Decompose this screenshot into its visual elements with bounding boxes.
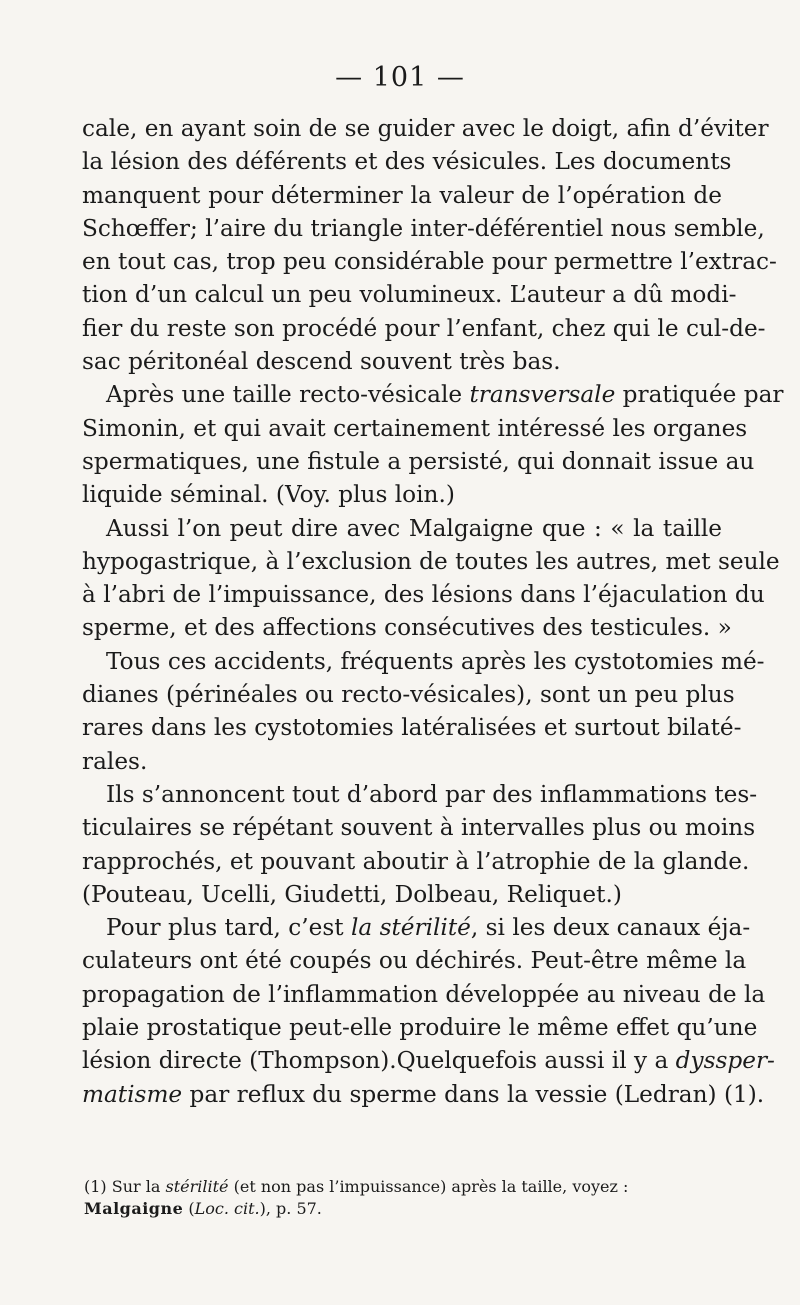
text-line: Tous ces accidents, fréquents après les cystotomies mé- — [106, 647, 765, 675]
text-line: lésion directe (Thompson).Quelquefois aussi il y a dyssper- — [82, 1047, 775, 1075]
emphasis: matisme — [82, 1080, 183, 1108]
text-line: sperme, et des affections consécutives des testicules. » — [82, 614, 732, 642]
text-line: liquide séminal. (Voy. plus loin.) — [82, 481, 455, 509]
emphasis: la stérilité — [350, 914, 471, 942]
text-line: en tout cas, trop peu considérable pour permettre l’extrac- — [82, 248, 777, 276]
text-line: Schœffer; l’aire du triangle inter-déférentiel nous semble, — [82, 214, 765, 242]
text-line: spermatiques, une fistule a persisté, qui donnait issue au — [82, 447, 755, 475]
text-line: à l’abri de l’impuissance, des lésions dans l’éjaculation du — [82, 581, 765, 609]
text-line: rales. — [82, 747, 148, 775]
text-line: propagation de l’inflammation développée au niveau de la — [82, 980, 766, 1008]
text-line: rares dans les cystotomies latéralisées et surtout bilaté- — [82, 714, 742, 742]
text-line: Aussi l’on peut dire avec Malgaigne que : « la taille — [106, 514, 722, 542]
emphasis: transversale — [469, 381, 616, 409]
text-line: Ils s’annoncent tout d’abord par des inflammations tes- — [106, 780, 758, 808]
text-line: rapprochés, et pouvant aboutir à l’atrophie de la glande. — [82, 847, 750, 875]
text-line: hypogastrique, à l’exclusion de toutes les autres, met seule — [82, 547, 780, 575]
text-line: Après une taille recto-vésicale transversale pratiquée par — [106, 381, 784, 409]
author-name: Malgaigne — [84, 1199, 184, 1218]
text-line: manquent pour déterminer la valeur de l’opération de — [82, 181, 722, 209]
text-line: culateurs ont été coupés ou déchirés. Peut-être même la — [82, 947, 747, 975]
text-line: sac péritonéal descend souvent très bas. — [82, 348, 561, 376]
footnote-line: (1) Sur la stérilité (et non pas l’impuissance) après la taille, voyez : — [84, 1177, 629, 1196]
page-number: — 101 — — [335, 62, 465, 93]
text-line: la lésion des déférents et des vésicules. Les documents — [82, 148, 732, 176]
footnote-line: Malgaigne (Loc. cit.), p. 57. — [84, 1199, 322, 1218]
text-line: matisme par reflux du sperme dans la vessie (Ledran) (1). — [82, 1080, 765, 1108]
text-line: dianes (périnéales ou recto-vésicales), sont un peu plus — [82, 681, 735, 709]
text-line: fier du reste son procédé pour l’enfant, chez qui le cul-de- — [82, 314, 766, 342]
text-line: Pour plus tard, c’est la stérilité, si les deux canaux éja- — [106, 914, 751, 942]
text-line: tion d’un calcul un peu volumineux. L’auteur a dû modi- — [82, 281, 737, 309]
emphasis: dyssper- — [675, 1047, 775, 1075]
text-line: cale, en ayant soin de se guider avec le doigt, afin d’éviter — [82, 115, 769, 142]
text-line: Simonin, et qui avait certainement intéressé les organes — [82, 414, 748, 442]
footnote — [84, 1176, 724, 1220]
text-line: ticulaires se répétant souvent à intervalles plus ou moins — [82, 814, 756, 842]
text-line: (Pouteau, Ucelli, Giudetti, Dolbeau, Reliquet.) — [82, 880, 622, 908]
body-text — [82, 112, 784, 1111]
text-line: plaie prostatique peut-elle produire le même effet qu’une — [82, 1014, 758, 1042]
